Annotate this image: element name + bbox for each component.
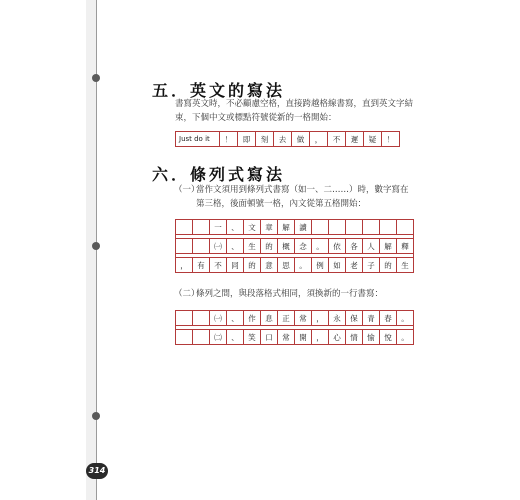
grid-cell: 有: [193, 258, 210, 273]
grid-cell: 的: [244, 258, 261, 273]
grid-cell: 。: [312, 239, 329, 254]
grid-cell: 讀: [295, 220, 312, 235]
grid-cell: [176, 330, 193, 345]
grid-cell: 、: [227, 330, 244, 345]
grid-cell: 。: [397, 330, 414, 345]
grid-cell: ！: [220, 132, 238, 147]
page-number: 314: [86, 463, 108, 479]
grid-cell: 章: [261, 220, 278, 235]
grid-cell: [193, 311, 210, 326]
item-1-text: 當作文須用到條列式書寫（如一、二……）時，數字寫在第三格，後面頓號一格，內文從第五格開始：: [196, 185, 409, 209]
grid-cell: [193, 239, 210, 254]
item-2-label: （二）: [174, 289, 200, 299]
grid-cell: [363, 220, 380, 235]
list-example-grid-1: [175, 219, 414, 273]
grid-cell-english: Just do it: [176, 132, 220, 147]
grid-cell: 生: [397, 258, 414, 273]
grid-cell: [380, 220, 397, 235]
grid-cell: 釋: [397, 239, 414, 254]
grid-cell: 疑: [364, 132, 382, 147]
section-5-paragraph: 書寫英文時，不必顧慮空格，直接跨越格線書寫，直到英文字結束，下個中文或標點符號從新的一格開始：: [175, 99, 414, 123]
grid-cell: 愉: [363, 330, 380, 345]
grid-cell: 開: [295, 330, 312, 345]
item-2-text: 條列之間，與段落格式相同，須換新的一行書寫：: [196, 289, 384, 299]
grid-cell: 的: [380, 258, 397, 273]
grid-cell: [176, 220, 193, 235]
grid-cell: [397, 220, 414, 235]
grid-cell: 刻: [256, 132, 274, 147]
grid-cell: [329, 220, 346, 235]
grid-cell: 老: [346, 258, 363, 273]
grid-cell: 常: [295, 311, 312, 326]
grid-cell: 人: [363, 239, 380, 254]
grid-cell: ，: [312, 330, 329, 345]
grid-cell: 思: [278, 258, 295, 273]
grid-cell: 心: [329, 330, 346, 345]
grid-cell: 一: [210, 220, 227, 235]
grid-cell: 去: [274, 132, 292, 147]
grid-cell: 、: [227, 311, 244, 326]
grid-cell: 依: [329, 239, 346, 254]
grid-cell: [346, 220, 363, 235]
grid-cell: 春: [380, 311, 397, 326]
binding-hole: [92, 74, 100, 82]
grid-cell: 。: [397, 311, 414, 326]
grid-cell: 解: [380, 239, 397, 254]
english-example-grid: [175, 131, 400, 147]
grid-cell: ㈠: [210, 311, 227, 326]
section-6-title: 六．條列式寫法: [152, 165, 286, 184]
grid-cell: 生: [244, 239, 261, 254]
grid-cell: 如: [329, 258, 346, 273]
grid-cell: ！: [382, 132, 400, 147]
grid-cell: ㈠: [210, 239, 227, 254]
grid-cell: 文: [244, 220, 261, 235]
grid-cell: 的: [261, 239, 278, 254]
grid-cell: 、: [227, 239, 244, 254]
grid-cell: 做: [292, 132, 310, 147]
grid-cell: 悅: [380, 330, 397, 345]
grid-cell: 例: [312, 258, 329, 273]
grid-cell: 作: [244, 311, 261, 326]
grid-cell: 子: [363, 258, 380, 273]
grid-cell: [193, 220, 210, 235]
list-example-grid-2: [175, 310, 414, 345]
grid-cell: 青: [363, 311, 380, 326]
grid-cell: 意: [261, 258, 278, 273]
grid-cell: [176, 311, 193, 326]
grid-cell: 正: [278, 311, 295, 326]
grid-cell: [312, 220, 329, 235]
grid-cell: 、: [227, 220, 244, 235]
grid-cell: 概: [278, 239, 295, 254]
grid-cell: 息: [261, 311, 278, 326]
grid-cell: 永: [329, 311, 346, 326]
grid-cell: 笑: [244, 330, 261, 345]
grid-cell: ㈡: [210, 330, 227, 345]
section-5-title: 五．英文的寫法: [152, 81, 286, 100]
grid-cell: ，: [176, 258, 193, 273]
grid-cell: [193, 330, 210, 345]
grid-cell: 不: [328, 132, 346, 147]
item-1-label: （一）: [174, 185, 200, 195]
grid-cell: 不: [210, 258, 227, 273]
grid-cell: 解: [278, 220, 295, 235]
grid-cell: 念: [295, 239, 312, 254]
binding-hole: [92, 242, 100, 250]
grid-cell: 口: [261, 330, 278, 345]
grid-cell: 各: [346, 239, 363, 254]
grid-cell: 即: [238, 132, 256, 147]
binding-hole: [92, 412, 100, 420]
grid-cell: 常: [278, 330, 295, 345]
grid-cell: 情: [346, 330, 363, 345]
grid-cell: 。: [295, 258, 312, 273]
grid-cell: 遲: [346, 132, 364, 147]
grid-cell: ，: [312, 311, 329, 326]
grid-cell: [176, 239, 193, 254]
grid-cell: ，: [310, 132, 328, 147]
grid-cell: 同: [227, 258, 244, 273]
grid-cell: 保: [346, 311, 363, 326]
